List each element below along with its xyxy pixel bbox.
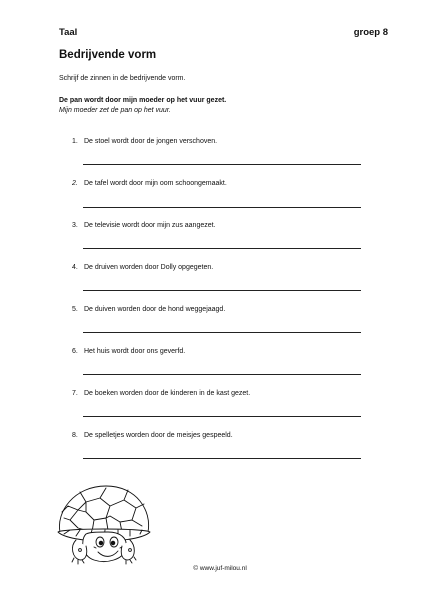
- answer-line-6[interactable]: [83, 374, 361, 375]
- example-sentence: De pan wordt door mijn moeder op het vuur gezet.: [59, 97, 227, 104]
- question-text: De televisie wordt door mijn zus aangezet.: [84, 222, 216, 229]
- question-number: 1.: [72, 138, 78, 145]
- answer-line-5[interactable]: [83, 332, 361, 333]
- question-6: [72, 348, 372, 355]
- question-text: De boeken worden door de kinderen in de kast gezet.: [84, 390, 251, 397]
- question-number: 2.: [72, 180, 78, 187]
- question-2: [72, 180, 372, 187]
- question-8: [72, 432, 372, 439]
- copyright-footer: © www.juf-milou.nl: [193, 565, 247, 572]
- question-text: De druiven worden door Dolly opgegeten.: [84, 264, 214, 271]
- answer-line-2[interactable]: [83, 207, 361, 208]
- question-text: De stoel wordt door de jongen verschoven.: [84, 138, 218, 145]
- group-label: groep 8: [353, 27, 388, 38]
- question-number: 8.: [72, 432, 78, 439]
- answer-line-3[interactable]: [83, 248, 361, 249]
- question-number: 4.: [72, 264, 78, 271]
- answer-line-1[interactable]: [83, 164, 361, 165]
- page-title: Bedrijvende vorm: [59, 49, 157, 61]
- question-7: [72, 390, 372, 397]
- question-text: De tafel wordt door mijn oom schoongemaakt.: [84, 180, 227, 187]
- question-number: 5.: [72, 306, 78, 313]
- question-number: 3.: [72, 222, 78, 229]
- question-text: De spelletjes worden door de meisjes gespeeld.: [84, 432, 233, 439]
- instruction-text: Schrijf de zinnen in de bedrijvende vorm.: [59, 75, 186, 82]
- question-number: 6.: [72, 348, 78, 355]
- answer-line-7[interactable]: [83, 416, 361, 417]
- answer-line-4[interactable]: [83, 290, 361, 291]
- question-number: 7.: [72, 390, 78, 397]
- question-3: [72, 222, 372, 229]
- question-5: [72, 306, 372, 313]
- question-4: [72, 264, 372, 271]
- example-answer: Mijn moeder zet de pan op het vuur.: [59, 107, 171, 114]
- turtle-illustration: [50, 480, 155, 570]
- question-text: De duiven worden door de hond weggejaagd.: [84, 306, 226, 313]
- question-text: Het huis wordt door ons geverfd.: [84, 348, 186, 355]
- subject-label: Taal: [59, 27, 78, 38]
- answer-line-8[interactable]: [83, 458, 361, 459]
- question-1: [72, 138, 372, 145]
